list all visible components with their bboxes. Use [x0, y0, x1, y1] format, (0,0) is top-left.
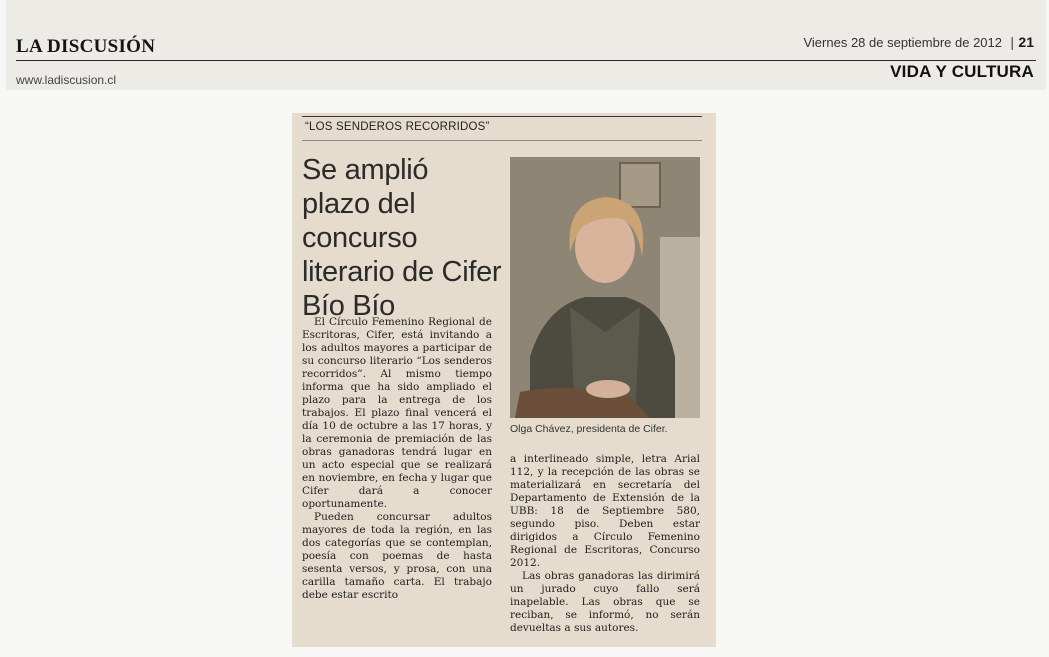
masthead-rule: [16, 60, 1036, 61]
photo-caption: Olga Chávez, presidenta de Cifer.: [510, 423, 668, 435]
paragraph: Pueden concursar adultos mayores de toda la región, en las dos categorías que se contemplan, poesía con poemas de hasta sesenta versos, y prosa, con una carilla tamaño carta. El trabajo debe estar escrito: [302, 511, 492, 601]
paper-name: LA DISCUSIÓN: [16, 36, 156, 57]
paragraph: a interlineado simple, letra Arial 112, y la recepción de las obras se materializará en secretaría del Departamento de Extensión de la UBB: 18 de Septiembre 580, segundo piso. Deben estar dirigidos a Círculo Femenino Regional de Escritoras, Concurso 2012.: [510, 453, 700, 569]
paragraph: Las obras ganadoras las dirimirá un jurado cuyo fallo será inapelable. Las obras que se reciban, se informó, no serán devueltas a sus autores.: [510, 570, 700, 634]
section-title: VIDA Y CULTURA: [890, 62, 1034, 81]
article-kicker: “LOS SENDEROS RECORRIDOS”: [305, 121, 490, 133]
article-headline: Se amplió plazo del concurso literario de Cifer Bío Bío: [302, 154, 502, 322]
date-separator: |: [1010, 34, 1014, 50]
article-clipping: [292, 113, 716, 647]
article-top-rule: [302, 116, 702, 117]
article-column-1: [302, 316, 492, 602]
article-column-2: [510, 453, 700, 635]
portrait-photo: [510, 157, 700, 418]
website-url: www.ladiscusion.cl: [16, 73, 117, 87]
kicker-rule: [302, 140, 702, 141]
paragraph: El Círculo Femenino Regional de Escritoras, Cifer, está invitando a los adultos mayores a participar de su concurso literario “Los senderos recorridos”. Al mismo tiempo informa que ha sido ampliado el plazo para la entrega de los trabajos. El plazo final vencerá el día 10 de octubre a las 17 horas, y la ceremonia de premiación de las obras ganadoras tendrá lugar en un acto especial que se realizará en noviembre, en fecha y lugar que Cifer dará a conocer oportunamente.: [302, 316, 492, 510]
page-number: 21: [1018, 34, 1034, 50]
issue-date: Viernes 28 de septiembre de 2012: [803, 35, 1002, 50]
masthead: [6, 0, 1046, 90]
portrait-illustration: [510, 157, 700, 418]
